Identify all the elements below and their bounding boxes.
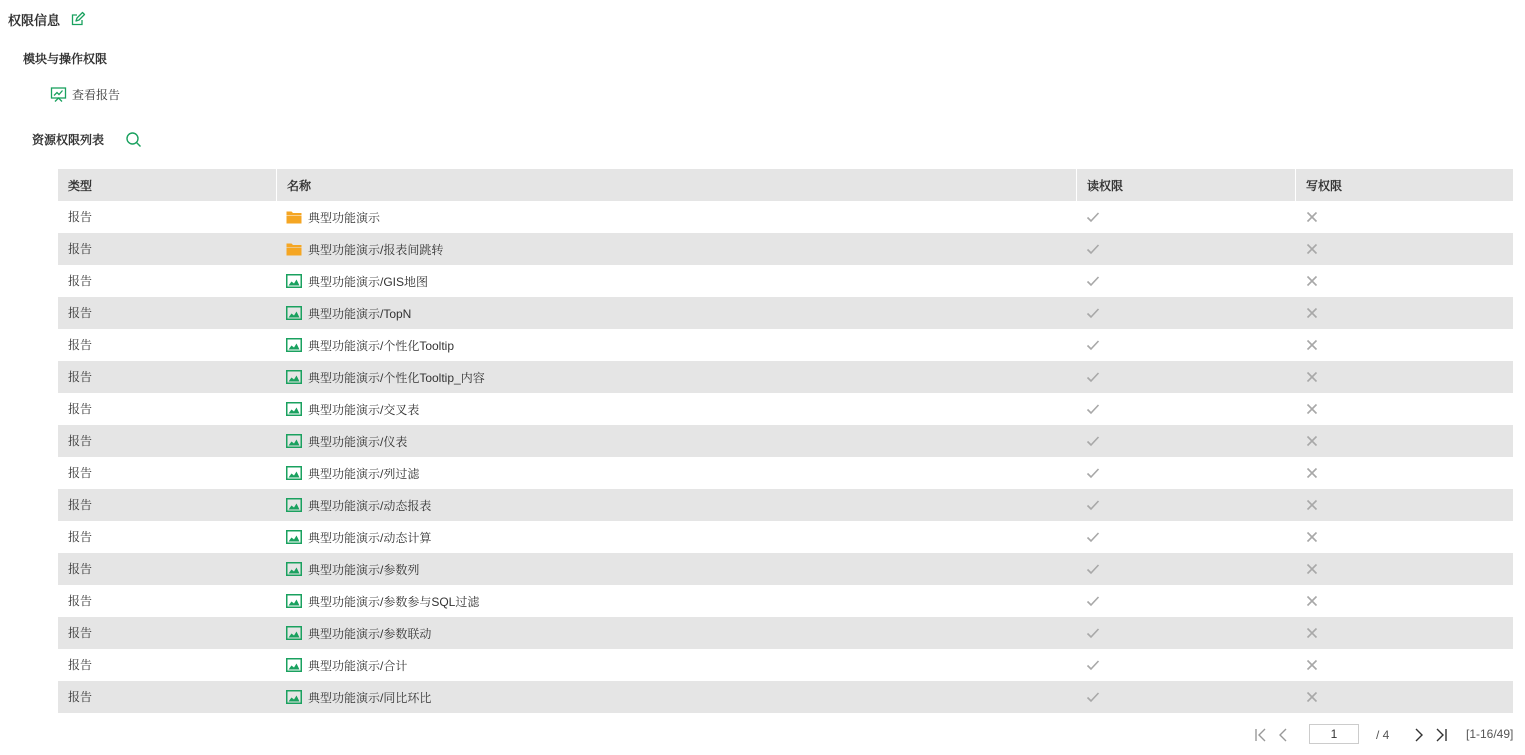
type-text: 报告 — [68, 594, 93, 608]
check-icon — [1086, 210, 1100, 224]
cell-name — [276, 361, 1076, 393]
type-text: 报告 — [68, 370, 93, 384]
cell-read-permission — [1076, 681, 1295, 713]
cross-icon — [1305, 402, 1319, 416]
type-text: 报告 — [68, 530, 93, 544]
cross-icon — [1305, 370, 1319, 384]
cell-read-permission — [1076, 553, 1295, 585]
cell-type — [58, 361, 276, 393]
resource-name: 典型功能演示/参数联动 — [308, 626, 432, 641]
resource-name: 典型功能演示/个性化Tooltip — [308, 338, 455, 353]
table-row[interactable] — [58, 489, 1513, 521]
type-text: 报告 — [68, 210, 93, 224]
module-item-label: 查看报告 — [72, 88, 121, 102]
cell-write-permission — [1295, 393, 1513, 425]
type-text: 报告 — [68, 338, 93, 352]
page-number-input[interactable] — [1309, 724, 1359, 744]
resource-permissions-table — [58, 169, 1513, 713]
report-icon — [286, 434, 302, 448]
type-text: 报告 — [68, 242, 93, 256]
report-icon — [286, 466, 302, 480]
cell-write-permission — [1295, 553, 1513, 585]
cell-read-permission — [1076, 201, 1295, 233]
resource-name: 典型功能演示/参数参与SQL过滤 — [308, 594, 480, 609]
report-icon — [286, 594, 302, 608]
cross-icon — [1305, 626, 1319, 640]
report-icon — [286, 690, 302, 704]
type-text: 报告 — [68, 498, 93, 512]
check-icon — [1086, 434, 1100, 448]
resource-name: 典型功能演示/报表间跳转 — [308, 242, 444, 257]
cell-read-permission — [1076, 617, 1295, 649]
cell-name — [276, 585, 1076, 617]
cell-type — [58, 265, 276, 297]
table-row[interactable] — [58, 233, 1513, 265]
cell-write-permission — [1295, 617, 1513, 649]
check-icon — [1086, 306, 1100, 320]
cell-read-permission — [1076, 649, 1295, 681]
resource-name: 典型功能演示/列过滤 — [308, 466, 420, 481]
resource-name: 典型功能演示/GIS地图 — [308, 274, 429, 289]
report-icon — [286, 338, 302, 352]
first-page-icon[interactable] — [1253, 727, 1269, 743]
search-icon[interactable] — [125, 131, 142, 148]
type-text: 报告 — [68, 274, 93, 288]
module-permissions-title: 模块与操作权限 — [23, 52, 108, 66]
cell-write-permission — [1295, 521, 1513, 553]
check-icon — [1086, 274, 1100, 288]
cell-write-permission — [1295, 265, 1513, 297]
type-text: 报告 — [68, 306, 93, 320]
cell-write-permission — [1295, 201, 1513, 233]
cross-icon — [1305, 210, 1319, 224]
column-header-name[interactable]: 名称 — [276, 169, 1076, 201]
check-icon — [1086, 530, 1100, 544]
cell-type — [58, 425, 276, 457]
report-icon — [286, 370, 302, 384]
cell-name — [276, 521, 1076, 553]
cell-name — [276, 265, 1076, 297]
pagination — [1250, 723, 1520, 747]
last-page-icon[interactable] — [1433, 727, 1449, 743]
cross-icon — [1305, 690, 1319, 704]
folder-icon — [286, 210, 302, 224]
report-icon — [286, 530, 302, 544]
type-text: 报告 — [68, 402, 93, 416]
report-icon — [286, 306, 302, 320]
cell-name — [276, 233, 1076, 265]
cell-name — [276, 297, 1076, 329]
cross-icon — [1305, 658, 1319, 672]
cell-write-permission — [1295, 489, 1513, 521]
table-row[interactable] — [58, 361, 1513, 393]
check-icon — [1086, 658, 1100, 672]
report-icon — [286, 402, 302, 416]
resource-name: 典型功能演示/同比环比 — [308, 690, 432, 705]
check-icon — [1086, 562, 1100, 576]
cross-icon — [1305, 338, 1319, 352]
cell-name — [276, 649, 1076, 681]
table-row[interactable] — [58, 457, 1513, 489]
cell-type — [58, 649, 276, 681]
cross-icon — [1305, 562, 1319, 576]
report-icon — [286, 498, 302, 512]
type-text: 报告 — [68, 434, 93, 448]
column-header-write[interactable]: 写权限 — [1295, 169, 1513, 201]
resource-name: 典型功能演示/TopN — [308, 306, 412, 321]
cell-name — [276, 393, 1076, 425]
cell-write-permission — [1295, 585, 1513, 617]
type-text: 报告 — [68, 690, 93, 704]
check-icon — [1086, 370, 1100, 384]
report-icon — [286, 626, 302, 640]
cell-name — [276, 457, 1076, 489]
cell-read-permission — [1076, 393, 1295, 425]
table-row[interactable] — [58, 553, 1513, 585]
resource-permissions-title: 资源权限列表 — [32, 133, 105, 147]
table-row[interactable] — [58, 265, 1513, 297]
cell-type — [58, 553, 276, 585]
cell-read-permission — [1076, 265, 1295, 297]
table-row[interactable] — [58, 521, 1513, 553]
cell-write-permission — [1295, 457, 1513, 489]
resource-name: 典型功能演示 — [308, 210, 381, 225]
cell-read-permission — [1076, 425, 1295, 457]
cell-write-permission — [1295, 425, 1513, 457]
folder-icon — [286, 242, 302, 256]
cell-read-permission — [1076, 489, 1295, 521]
cell-name — [276, 681, 1076, 713]
report-icon — [286, 562, 302, 576]
resource-name: 典型功能演示/参数列 — [308, 562, 420, 577]
column-header-type[interactable]: 类型 — [68, 178, 93, 193]
cell-type — [58, 329, 276, 361]
table-body — [58, 201, 1513, 713]
column-header-read[interactable]: 读权限 — [1076, 169, 1295, 201]
cross-icon — [1305, 306, 1319, 320]
table-row[interactable] — [58, 649, 1513, 681]
cell-write-permission — [1295, 361, 1513, 393]
cross-icon — [1305, 530, 1319, 544]
cell-read-permission — [1076, 297, 1295, 329]
check-icon — [1086, 338, 1100, 352]
resource-permissions-header — [32, 131, 142, 148]
cell-read-permission — [1076, 361, 1295, 393]
report-icon — [286, 658, 302, 672]
cell-write-permission — [1295, 681, 1513, 713]
module-item-view-report[interactable] — [50, 86, 120, 103]
cell-name — [276, 617, 1076, 649]
cell-write-permission — [1295, 329, 1513, 361]
cross-icon — [1305, 594, 1319, 608]
permission-info-header — [8, 9, 86, 29]
table-row[interactable] — [58, 329, 1513, 361]
cell-write-permission — [1295, 233, 1513, 265]
cell-read-permission — [1076, 585, 1295, 617]
cell-read-permission — [1076, 329, 1295, 361]
cross-icon — [1305, 242, 1319, 256]
cell-type — [58, 233, 276, 265]
table-row[interactable] — [58, 393, 1513, 425]
cell-name — [276, 553, 1076, 585]
table-header-row — [58, 169, 1513, 201]
table-row[interactable] — [58, 297, 1513, 329]
table-row[interactable] — [58, 425, 1513, 457]
cell-read-permission — [1076, 521, 1295, 553]
resource-name: 典型功能演示/仪表 — [308, 434, 408, 449]
cell-type — [58, 617, 276, 649]
resource-name: 典型功能演示/个性化Tooltip_内容 — [308, 370, 485, 385]
cell-type — [58, 489, 276, 521]
report-icon — [286, 274, 302, 288]
cross-icon — [1305, 434, 1319, 448]
cross-icon — [1305, 498, 1319, 512]
cell-read-permission — [1076, 233, 1295, 265]
cell-type — [58, 297, 276, 329]
type-text: 报告 — [68, 562, 93, 576]
cell-name — [276, 201, 1076, 233]
check-icon — [1086, 466, 1100, 480]
total-pages: / 4 — [1376, 728, 1390, 742]
check-icon — [1086, 498, 1100, 512]
cell-type — [58, 201, 276, 233]
type-text: 报告 — [68, 466, 93, 480]
cell-name — [276, 425, 1076, 457]
cell-read-permission — [1076, 457, 1295, 489]
cell-name — [276, 329, 1076, 361]
resource-name: 典型功能演示/动态报表 — [308, 498, 432, 513]
resource-name: 典型功能演示/合计 — [308, 658, 408, 673]
record-range: [1-16/49] — [1466, 727, 1514, 741]
edit-icon[interactable] — [70, 11, 86, 27]
table-row[interactable] — [58, 681, 1513, 713]
type-text: 报告 — [68, 626, 93, 640]
resource-name: 典型功能演示/动态计算 — [308, 530, 432, 545]
previous-page-icon[interactable] — [1275, 727, 1291, 743]
next-page-icon[interactable] — [1411, 727, 1427, 743]
type-text: 报告 — [68, 658, 93, 672]
cell-type — [58, 393, 276, 425]
check-icon — [1086, 594, 1100, 608]
table-row[interactable] — [58, 617, 1513, 649]
check-icon — [1086, 402, 1100, 416]
cell-write-permission — [1295, 297, 1513, 329]
cell-name — [276, 489, 1076, 521]
cell-write-permission — [1295, 649, 1513, 681]
check-icon — [1086, 626, 1100, 640]
check-icon — [1086, 242, 1100, 256]
page-title: 权限信息 — [8, 12, 61, 28]
check-icon — [1086, 690, 1100, 704]
resource-name: 典型功能演示/交叉表 — [308, 402, 420, 417]
cell-type — [58, 585, 276, 617]
cell-type — [58, 681, 276, 713]
cell-type — [58, 521, 276, 553]
table-row[interactable] — [58, 585, 1513, 617]
report-view-icon — [50, 86, 67, 103]
cell-type — [58, 457, 276, 489]
cross-icon — [1305, 274, 1319, 288]
cross-icon — [1305, 466, 1319, 480]
table-row[interactable] — [58, 201, 1513, 233]
